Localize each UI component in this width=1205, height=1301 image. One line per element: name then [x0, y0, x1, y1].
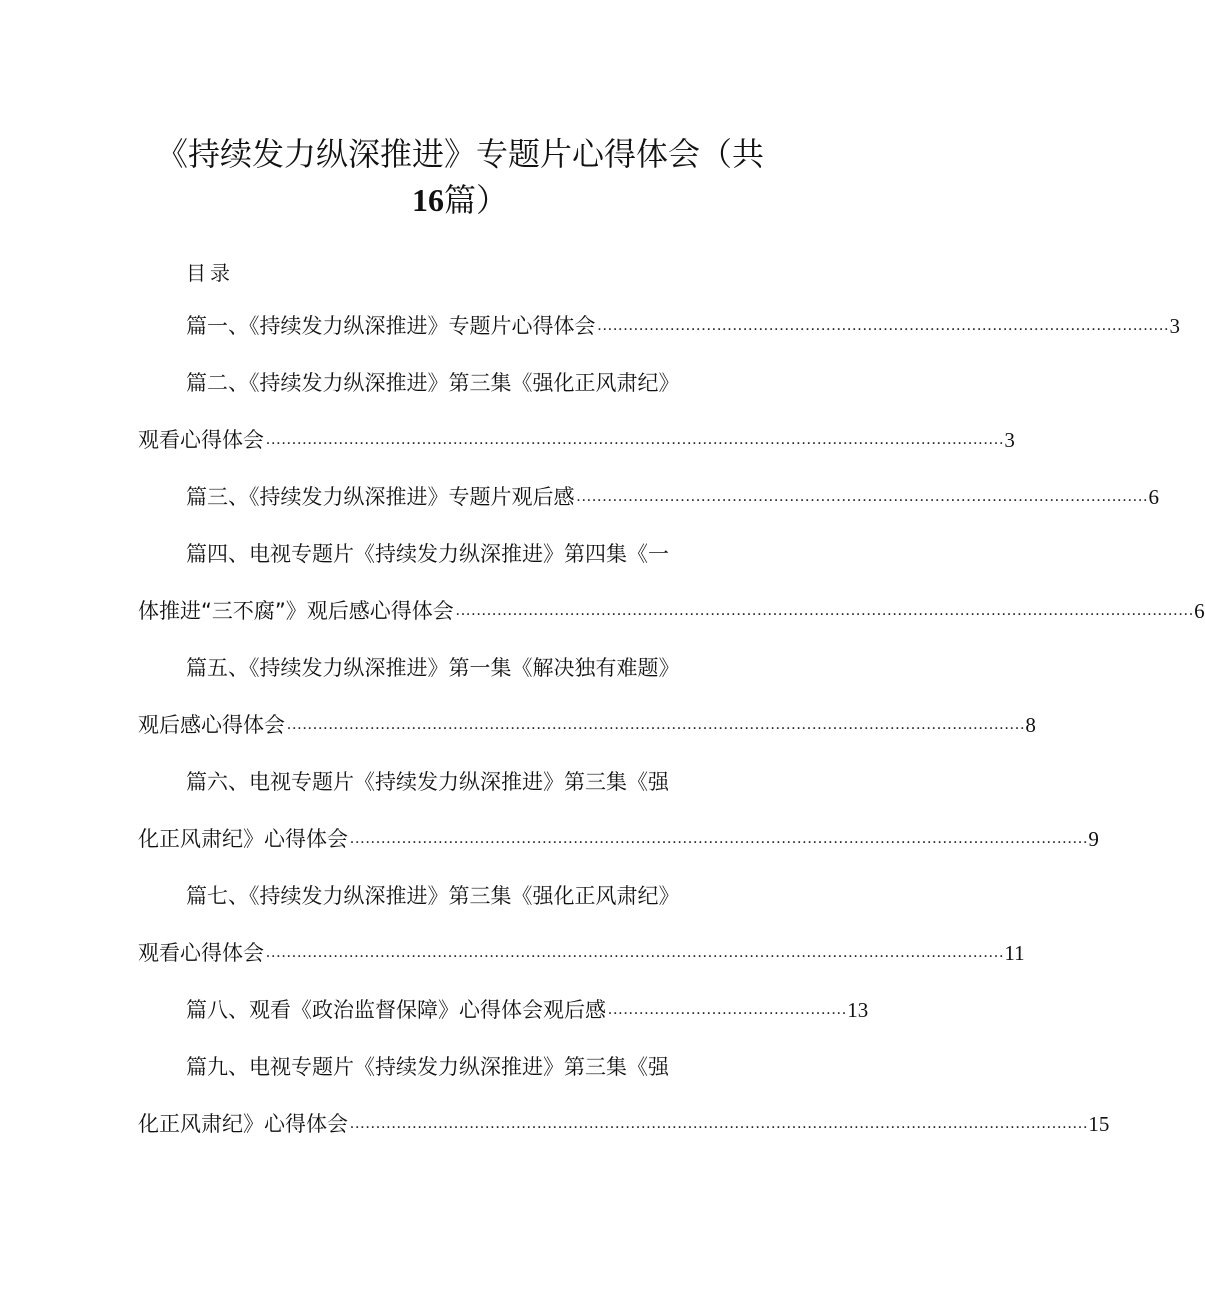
toc-entry-text: 化正风肃纪》心得体会	[138, 1112, 348, 1136]
toc-leader-dots: ..............................................................................................................	[576, 488, 1149, 505]
document-title-line-1	[120, 134, 800, 174]
toc-entry-text: 篇一、《持续发力纵深推进》专题片心得体会	[186, 314, 596, 338]
toc-entry-8[interactable]	[186, 991, 869, 1025]
toc-entry-9-continued[interactable]	[138, 1105, 1110, 1139]
toc-entry-text: 体推进“三不腐”》观后感心得体会	[138, 599, 454, 623]
toc-entry-2[interactable]	[186, 364, 680, 398]
toc-entry-text: 观后感心得体会	[138, 713, 285, 737]
toc-entry-text: 观看心得体会	[138, 428, 264, 452]
toc-entry-2-continued[interactable]	[138, 421, 1015, 455]
toc-page-number: 13	[847, 998, 869, 1022]
toc-entry-text: 观看心得体会	[138, 941, 264, 965]
toc-page-number: 6	[1148, 485, 1159, 509]
toc-entry-text: 篇七、《持续发力纵深推进》第三集《强化正风肃纪》	[186, 884, 680, 908]
toc-heading: 目录	[186, 261, 234, 285]
toc-page-number: 3	[1004, 428, 1015, 452]
toc-page-number: 6	[1194, 599, 1205, 623]
toc-entry-7[interactable]	[186, 877, 680, 911]
toc-leader-dots: ..............................................	[608, 1001, 848, 1018]
toc-page-number: 8	[1025, 713, 1036, 737]
toc-entry-text: 化正风肃纪》心得体会	[138, 827, 348, 851]
toc-leader-dots: ..............................................................................................................................................	[350, 830, 1089, 847]
toc-entry-text: 篇六、电视专题片《持续发力纵深推进》第三集《强	[186, 770, 669, 794]
toc-entry-text: 篇二、《持续发力纵深推进》第三集《强化正风肃纪》	[186, 371, 680, 395]
toc-page-number: 9	[1088, 827, 1099, 851]
toc-entry-7-continued[interactable]	[138, 934, 1025, 968]
toc-page-number: 11	[1004, 941, 1025, 965]
document-title-line-2	[120, 180, 800, 220]
toc-entry-text: 篇三、《持续发力纵深推进》专题片观后感	[186, 485, 575, 509]
toc-entry-text: 篇四、电视专题片《持续发力纵深推进》第四集《一	[186, 542, 669, 566]
toc-leader-dots: ..............................................................................................................................................	[266, 944, 1005, 961]
toc-entry-3[interactable]	[186, 478, 1159, 512]
toc-entry-9[interactable]	[186, 1048, 669, 1082]
toc-entry-5-continued[interactable]	[138, 706, 1036, 740]
toc-entry-1[interactable]	[186, 307, 1180, 341]
toc-leader-dots: ..............................................................................................................................................	[266, 431, 1005, 448]
title-text: 《持续发力纵深推进》专题片心得体会（共	[155, 135, 764, 173]
toc-entry-5[interactable]	[186, 649, 680, 683]
toc-leader-dots: ..............................................................................................................	[597, 317, 1170, 334]
title-count: 16	[411, 182, 444, 218]
toc-entry-text: 篇八、观看《政治监督保障》心得体会观后感	[186, 998, 606, 1022]
toc-entry-6-continued[interactable]	[138, 820, 1099, 854]
toc-entry-4[interactable]	[186, 535, 669, 569]
toc-page-number: 15	[1088, 1112, 1110, 1136]
toc-entry-text: 篇九、电视专题片《持续发力纵深推进》第三集《强	[186, 1055, 669, 1079]
toc-leader-dots: ..............................................................................................................................................	[455, 602, 1195, 619]
toc-leader-dots: ..............................................................................................................................................	[350, 1115, 1089, 1132]
title-suffix: 篇）	[443, 181, 508, 219]
toc-page-number: 3	[1169, 314, 1180, 338]
toc-entry-4-continued[interactable]	[138, 592, 1205, 626]
toc-entry-text: 篇五、《持续发力纵深推进》第一集《解决独有难题》	[186, 656, 680, 680]
toc-leader-dots: ..............................................................................................................................................	[287, 716, 1026, 733]
toc-entry-6[interactable]	[186, 763, 669, 797]
